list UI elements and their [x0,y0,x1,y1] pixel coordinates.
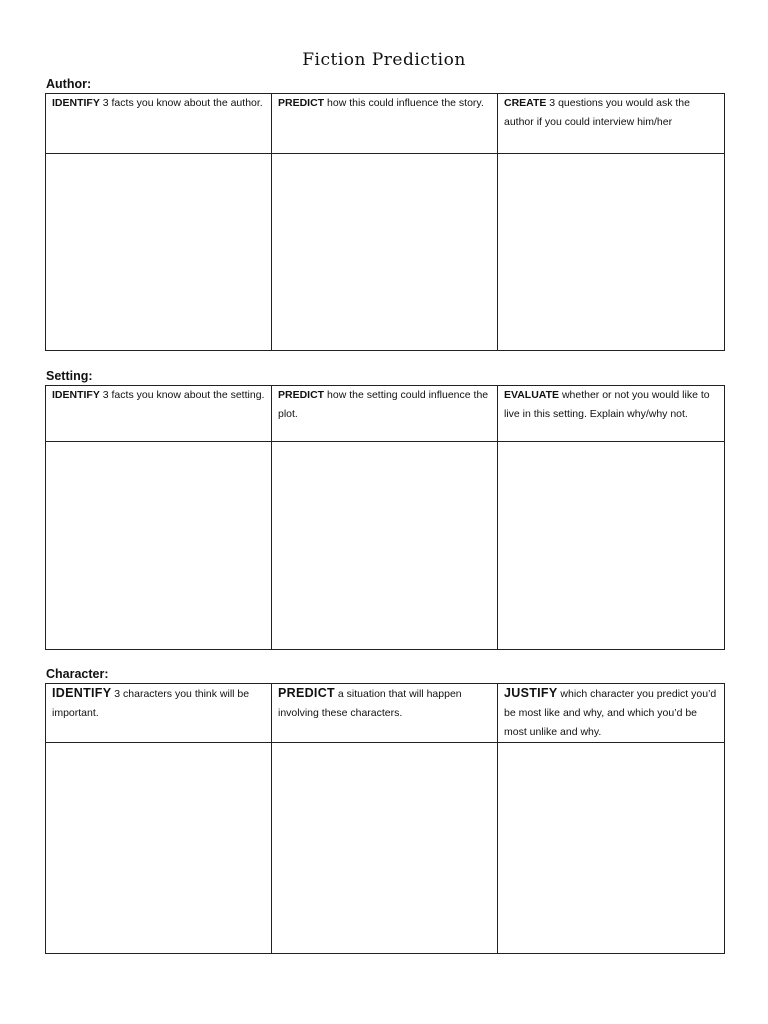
prompt-text: 3 questions you would ask the author if you could interview him/her [504,97,690,128]
prompt-verb: PREDICT [278,686,335,700]
character-prompt-row [46,684,725,743]
character-answer-row [46,743,725,954]
prompt-verb: PREDICT [278,389,325,401]
prompt-text: whether or not you would like to live in this setting. Explain why/why not. [504,389,710,420]
author-answer-row [46,154,725,351]
author-identify-answer-box[interactable] [46,154,272,351]
character-identify-prompt [46,684,272,743]
setting-table [45,385,725,650]
setting-identify-prompt [46,386,272,442]
author-create-answer-box[interactable] [498,154,725,351]
character-predict-answer-box[interactable] [272,743,498,954]
prompt-text: which character you predict you’d be most like and why, and which you’d be most unlike and why. [504,688,717,738]
author-prompt-row [46,94,725,154]
prompt-text: how the setting could influence the plot. [278,389,489,420]
setting-evaluate-prompt [498,386,725,442]
prompt-text: how this could influence the story. [324,97,484,109]
character-table [45,683,725,954]
setting-predict-answer-box[interactable] [272,442,498,650]
prompt-verb: JUSTIFY [504,686,558,700]
author-predict-prompt [272,94,498,154]
prompt-text: 3 facts you know about the author. [99,97,263,109]
author-create-prompt [498,94,725,154]
prompt-verb: IDENTIFY [52,389,100,401]
prompt-verb: CREATE [504,97,547,109]
setting-prompt-row [46,386,725,442]
section-label-setting: Setting: [46,369,93,383]
prompt-verb: EVALUATE [504,389,560,401]
setting-predict-prompt [272,386,498,442]
author-identify-prompt [46,94,272,154]
character-justify-answer-box[interactable] [498,743,725,954]
character-justify-prompt [498,684,725,743]
character-identify-answer-box[interactable] [46,743,272,954]
prompt-text: 3 facts you know about the setting. [99,389,265,401]
prompt-verb: PREDICT [278,97,325,109]
section-label-character: Character: [46,667,109,681]
setting-answer-row [46,442,725,650]
author-table [45,93,725,351]
character-predict-prompt [272,684,498,743]
setting-evaluate-answer-box[interactable] [498,442,725,650]
page-title: Fiction Prediction [302,50,466,70]
author-predict-answer-box[interactable] [272,154,498,351]
prompt-verb: IDENTIFY [52,97,100,109]
prompt-text: 3 characters you think will be important. [52,688,250,719]
setting-identify-answer-box[interactable] [46,442,272,650]
prompt-verb: IDENTIFY [52,686,112,700]
prompt-text: a situation that will happen involving these characters. [278,688,462,719]
section-label-author: Author: [46,77,92,91]
